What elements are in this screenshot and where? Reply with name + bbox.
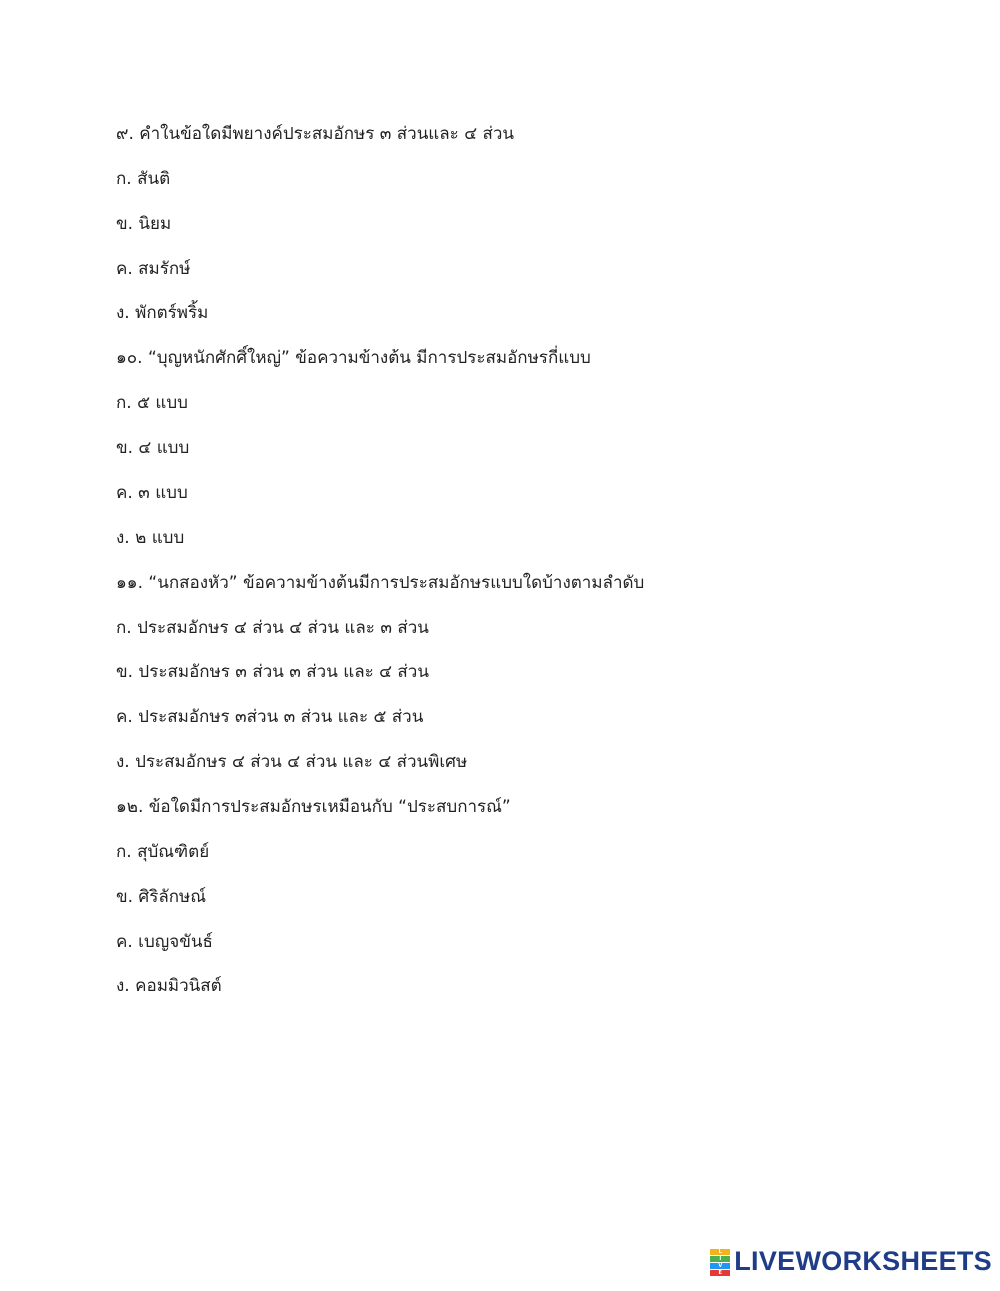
question-12-choice-a: ก. สุบัณฑิตย์ (116, 842, 210, 862)
question-12-choice-c: ค. เบญจขันธ์ (116, 932, 213, 952)
liveworksheets-logo-mark-icon (710, 1249, 730, 1275)
question-11-choice-b: ข. ประสมอักษร ๓ ส่วน ๓ ส่วน และ ๔ ส่วน (116, 662, 429, 682)
logo-mark-letter-v: V (710, 1263, 730, 1269)
question-10-prompt: ๑๐. “บุญหนักศักศิ์ใหญ่” ข้อความข้างต้น มีการประสมอักษรกี่แบบ (116, 348, 591, 368)
question-11-prompt: ๑๑. “นกสองหัว” ข้อความข้างต้นมีการประสมอักษรแบบใดบ้างตามลำดับ (116, 573, 645, 593)
logo-mark-letter-e: E (710, 1270, 730, 1276)
question-12-choice-b: ข. ศิริลักษณ์ (116, 887, 207, 907)
question-9-choice-c: ค. สมรักษ์ (116, 259, 191, 279)
question-10-choice-d: ง. ๒ แบบ (116, 528, 185, 548)
liveworksheets-logo[interactable] (710, 1246, 992, 1277)
question-9-choice-d: ง. พักตร์พริ้ม (116, 303, 209, 323)
question-9-choice-b: ข. นิยม (116, 214, 172, 234)
logo-mark-letter-l: L (710, 1249, 730, 1255)
question-12-prompt: ๑๒. ข้อใดมีการประสมอักษรเหมือนกับ “ประสบการณ์” (116, 797, 511, 817)
question-10-choice-b: ข. ๔ แบบ (116, 438, 190, 458)
question-10-choice-c: ค. ๓ แบบ (116, 483, 188, 503)
question-10-choice-a: ก. ๕ แบบ (116, 393, 188, 413)
question-12-choice-d: ง. คอมมิวนิสต์ (116, 976, 222, 996)
question-9-prompt: ๙. คำในข้อใดมีพยางค์ประสมอักษร ๓ ส่วนและ ๔ ส่วน (116, 124, 515, 144)
question-11-choice-a: ก. ประสมอักษร ๔ ส่วน ๔ ส่วน และ ๓ ส่วน (116, 618, 429, 638)
question-9-choice-a: ก. สันติ (116, 169, 171, 189)
question-11-choice-d: ง. ประสมอักษร ๔ ส่วน ๔ ส่วน และ ๔ ส่วนพิเศษ (116, 752, 468, 772)
question-11-choice-c: ค. ประสมอักษร ๓ส่วน ๓ ส่วน และ ๕ ส่วน (116, 707, 424, 727)
logo-mark-letter-i: I (710, 1256, 730, 1262)
liveworksheets-logo-text: LIVEWORKSHEETS (734, 1246, 992, 1276)
